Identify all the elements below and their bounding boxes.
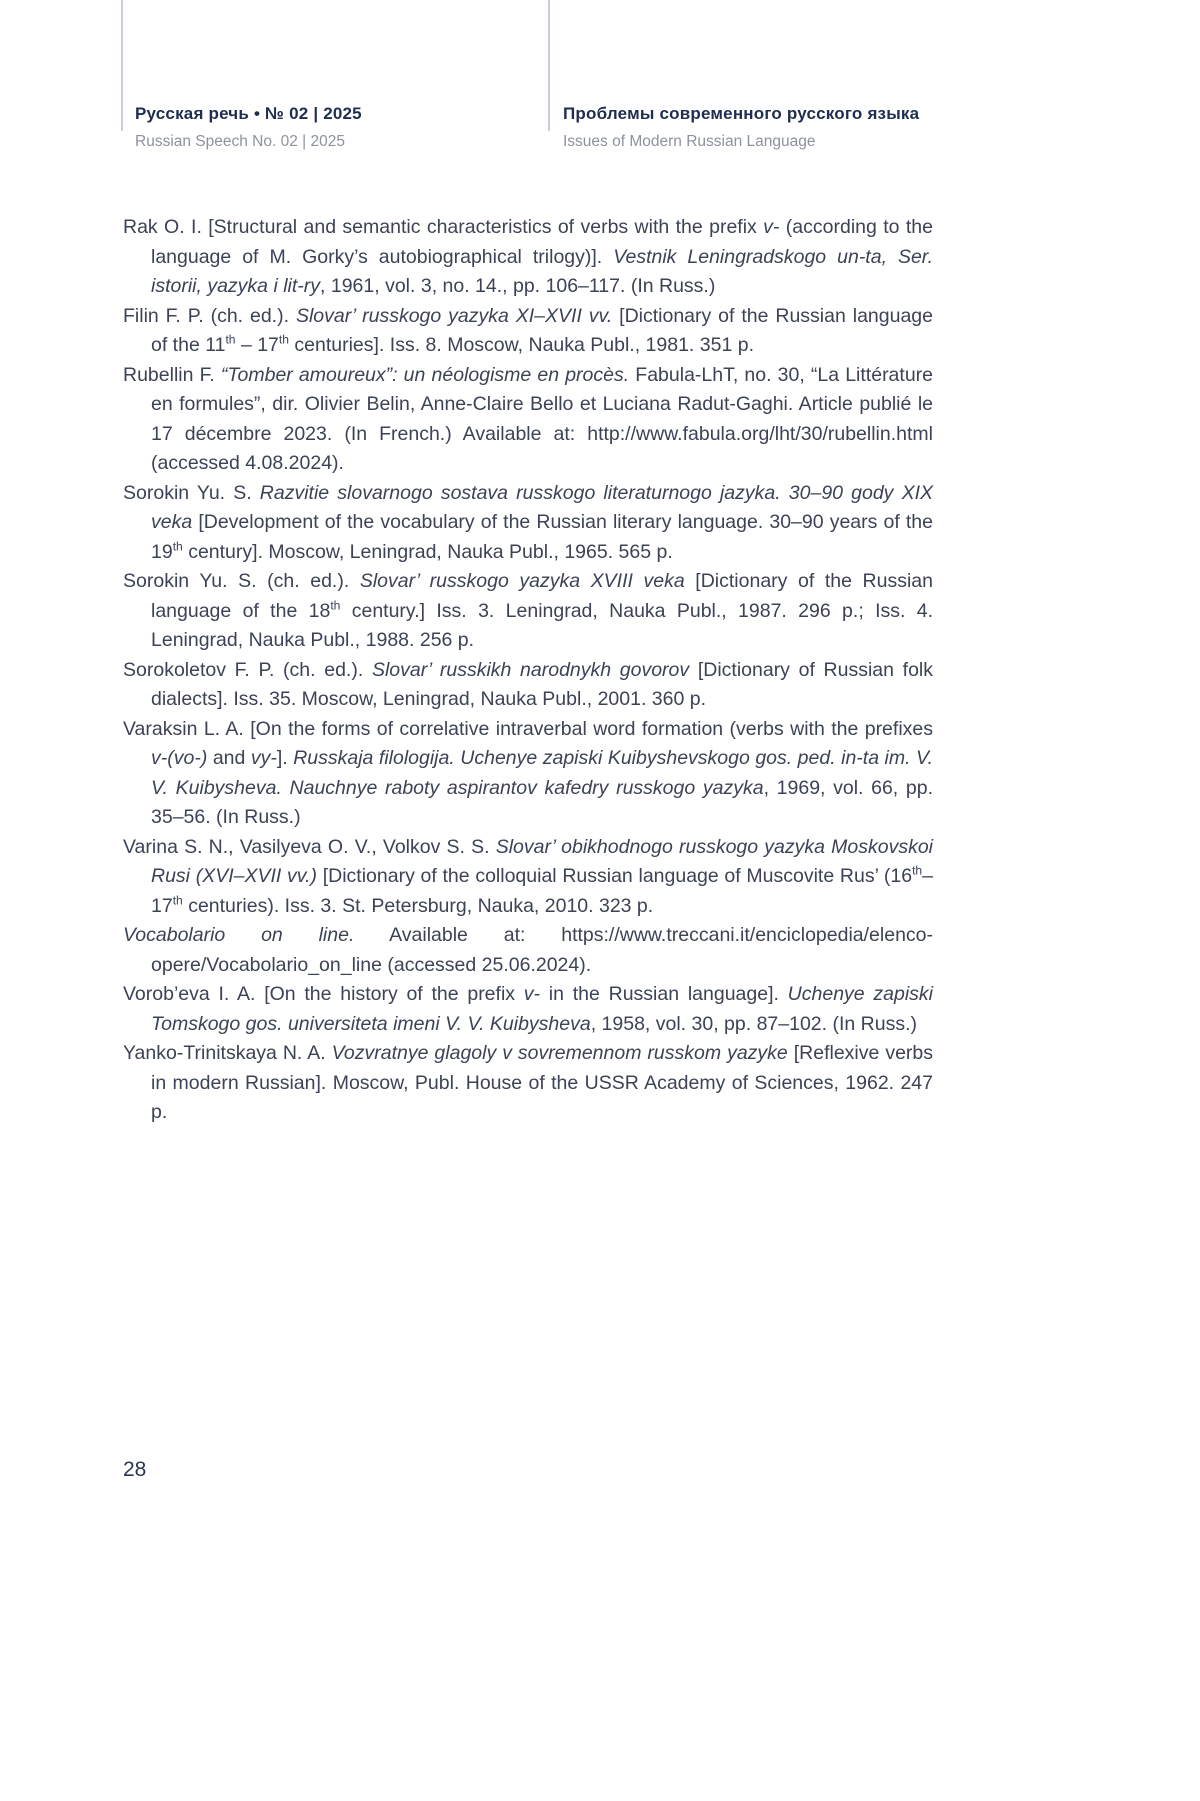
header-rule-left [121, 0, 123, 131]
page-number: 28 [123, 1458, 147, 1481]
reference-item: Sorokin Yu. S. Razvitie slovarnogo sostava russkogo literaturnogo jazyka. 30–90 gody XIX veka [Development of the vocabulary of the Russian literary language. 30–90 years of the 19th century]. Moscow, Leningrad, Nauka Publ., 1965. 565 p. [123, 481, 933, 563]
journal-title-en: Russian Speech No. 02 | 2025 [135, 133, 345, 150]
reference-item: Vorob’eva I. A. [On the history of the prefix v- in the Russian language]. Uchenye zapiski Tomskogo gos. universiteta imeni V. V. Kuibysheva, 1958, vol. 30, pp. 87–102. (In Russ.) [123, 983, 933, 1035]
reference-item: Rubellin F. “Tomber amoureux”: un néologisme en procès. Fabula-LhT, no. 30, “La Littérature en formules”, dir. Olivier Belin, Anne-Claire Bello et Luciana Radut-Gaghi. Article publié le 17 décembre 2023. (In French.) Available at: http://www.fabula.org/lht/30/rubellin.html (accessed 4.08.2024). [123, 363, 934, 474]
reference-item: Sorokoletov F. P. (ch. ed.). Slovar’ russkikh narodnykh govorov [Dictionary of Russian folk dialects]. Iss. 35. Moscow, Leningrad, Nauka Publ., 2001. 360 p. [123, 658, 934, 710]
header-rule-right [548, 0, 550, 131]
references-list [123, 213, 933, 1128]
header-right [563, 104, 919, 151]
section-title-en: Issues of Modern Russian Language [563, 133, 816, 150]
reference-item: Filin F. P. (ch. ed.). Slovar’ russkogo yazyka XI–XVII vv. [Dictionary of the Russian language of the 11th – 17th centuries]. Iss. 8. Moscow, Nauka Publ., 1981. 351 p. [123, 304, 933, 356]
reference-item: Sorokin Yu. S. (ch. ed.). Slovar’ russkogo yazyka XVIII veka [Dictionary of the Russian language of the 18th century.] Iss. 3. Leningrad, Nauka Publ., 1987. 296 p.; Iss. 4. Leningrad, Nauka Publ., 1988. 256 p. [123, 570, 933, 651]
journal-title-ru: Русская речь • № 02 | 2025 [135, 104, 362, 123]
reference-item: Yanko-Trinitskaya N. A. Vozvratnye glagoly v sovremennom russkom yazyke [Reflexive verbs in modern Russian]. Moscow, Publ. House of the USSR Academy of Sciences, 1962. 247 p. [123, 1042, 933, 1123]
reference-item: Varaksin L. A. [On the forms of correlative intraverbal word formation (verbs with the prefixes v-(vo-) and vy-]. Russkaja filologija. Uchenye zapiski Kuibyshevskogo gos. ped. in-ta im. V. V. Kuibysheva. Nauchnye raboty aspirantov kafedry russkogo yazyka, 1969, vol. 66, pp. 35–56. (In Russ.) [123, 717, 934, 828]
reference-item: Varina S. N., Vasilyeva O. V., Volkov S. S. Slovar’ obikhodnogo russkogo yazyka Moskovskoi Rusi (XVI–XVII vv.) [Dictionary of the colloquial Russian language of Muscovite Rus’ (16th–17th centuries). Iss. 3. St. Petersburg, Nauka, 2010. 323 p. [123, 835, 934, 917]
reference-item: Rak O. I. [Structural and semantic characteristics of verbs with the prefix v- (according to the language of M. Gorky’s autobiographical trilogy)]. Vestnik Leningradskogo un-ta, Ser. istorii, yazyka i lit-ry, 1961, vol. 3, no. 14., pp. 106–117. (In Russ.) [123, 216, 933, 297]
reference-item: Vocabolario on line. Available at: https://www.treccani.it/enciclopedia/elenco-opere/Vocabolario_on_line (accessed 25.06.2024). [123, 924, 933, 976]
header-left [135, 104, 362, 151]
section-title-ru: Проблемы современного русского языка [563, 104, 920, 123]
